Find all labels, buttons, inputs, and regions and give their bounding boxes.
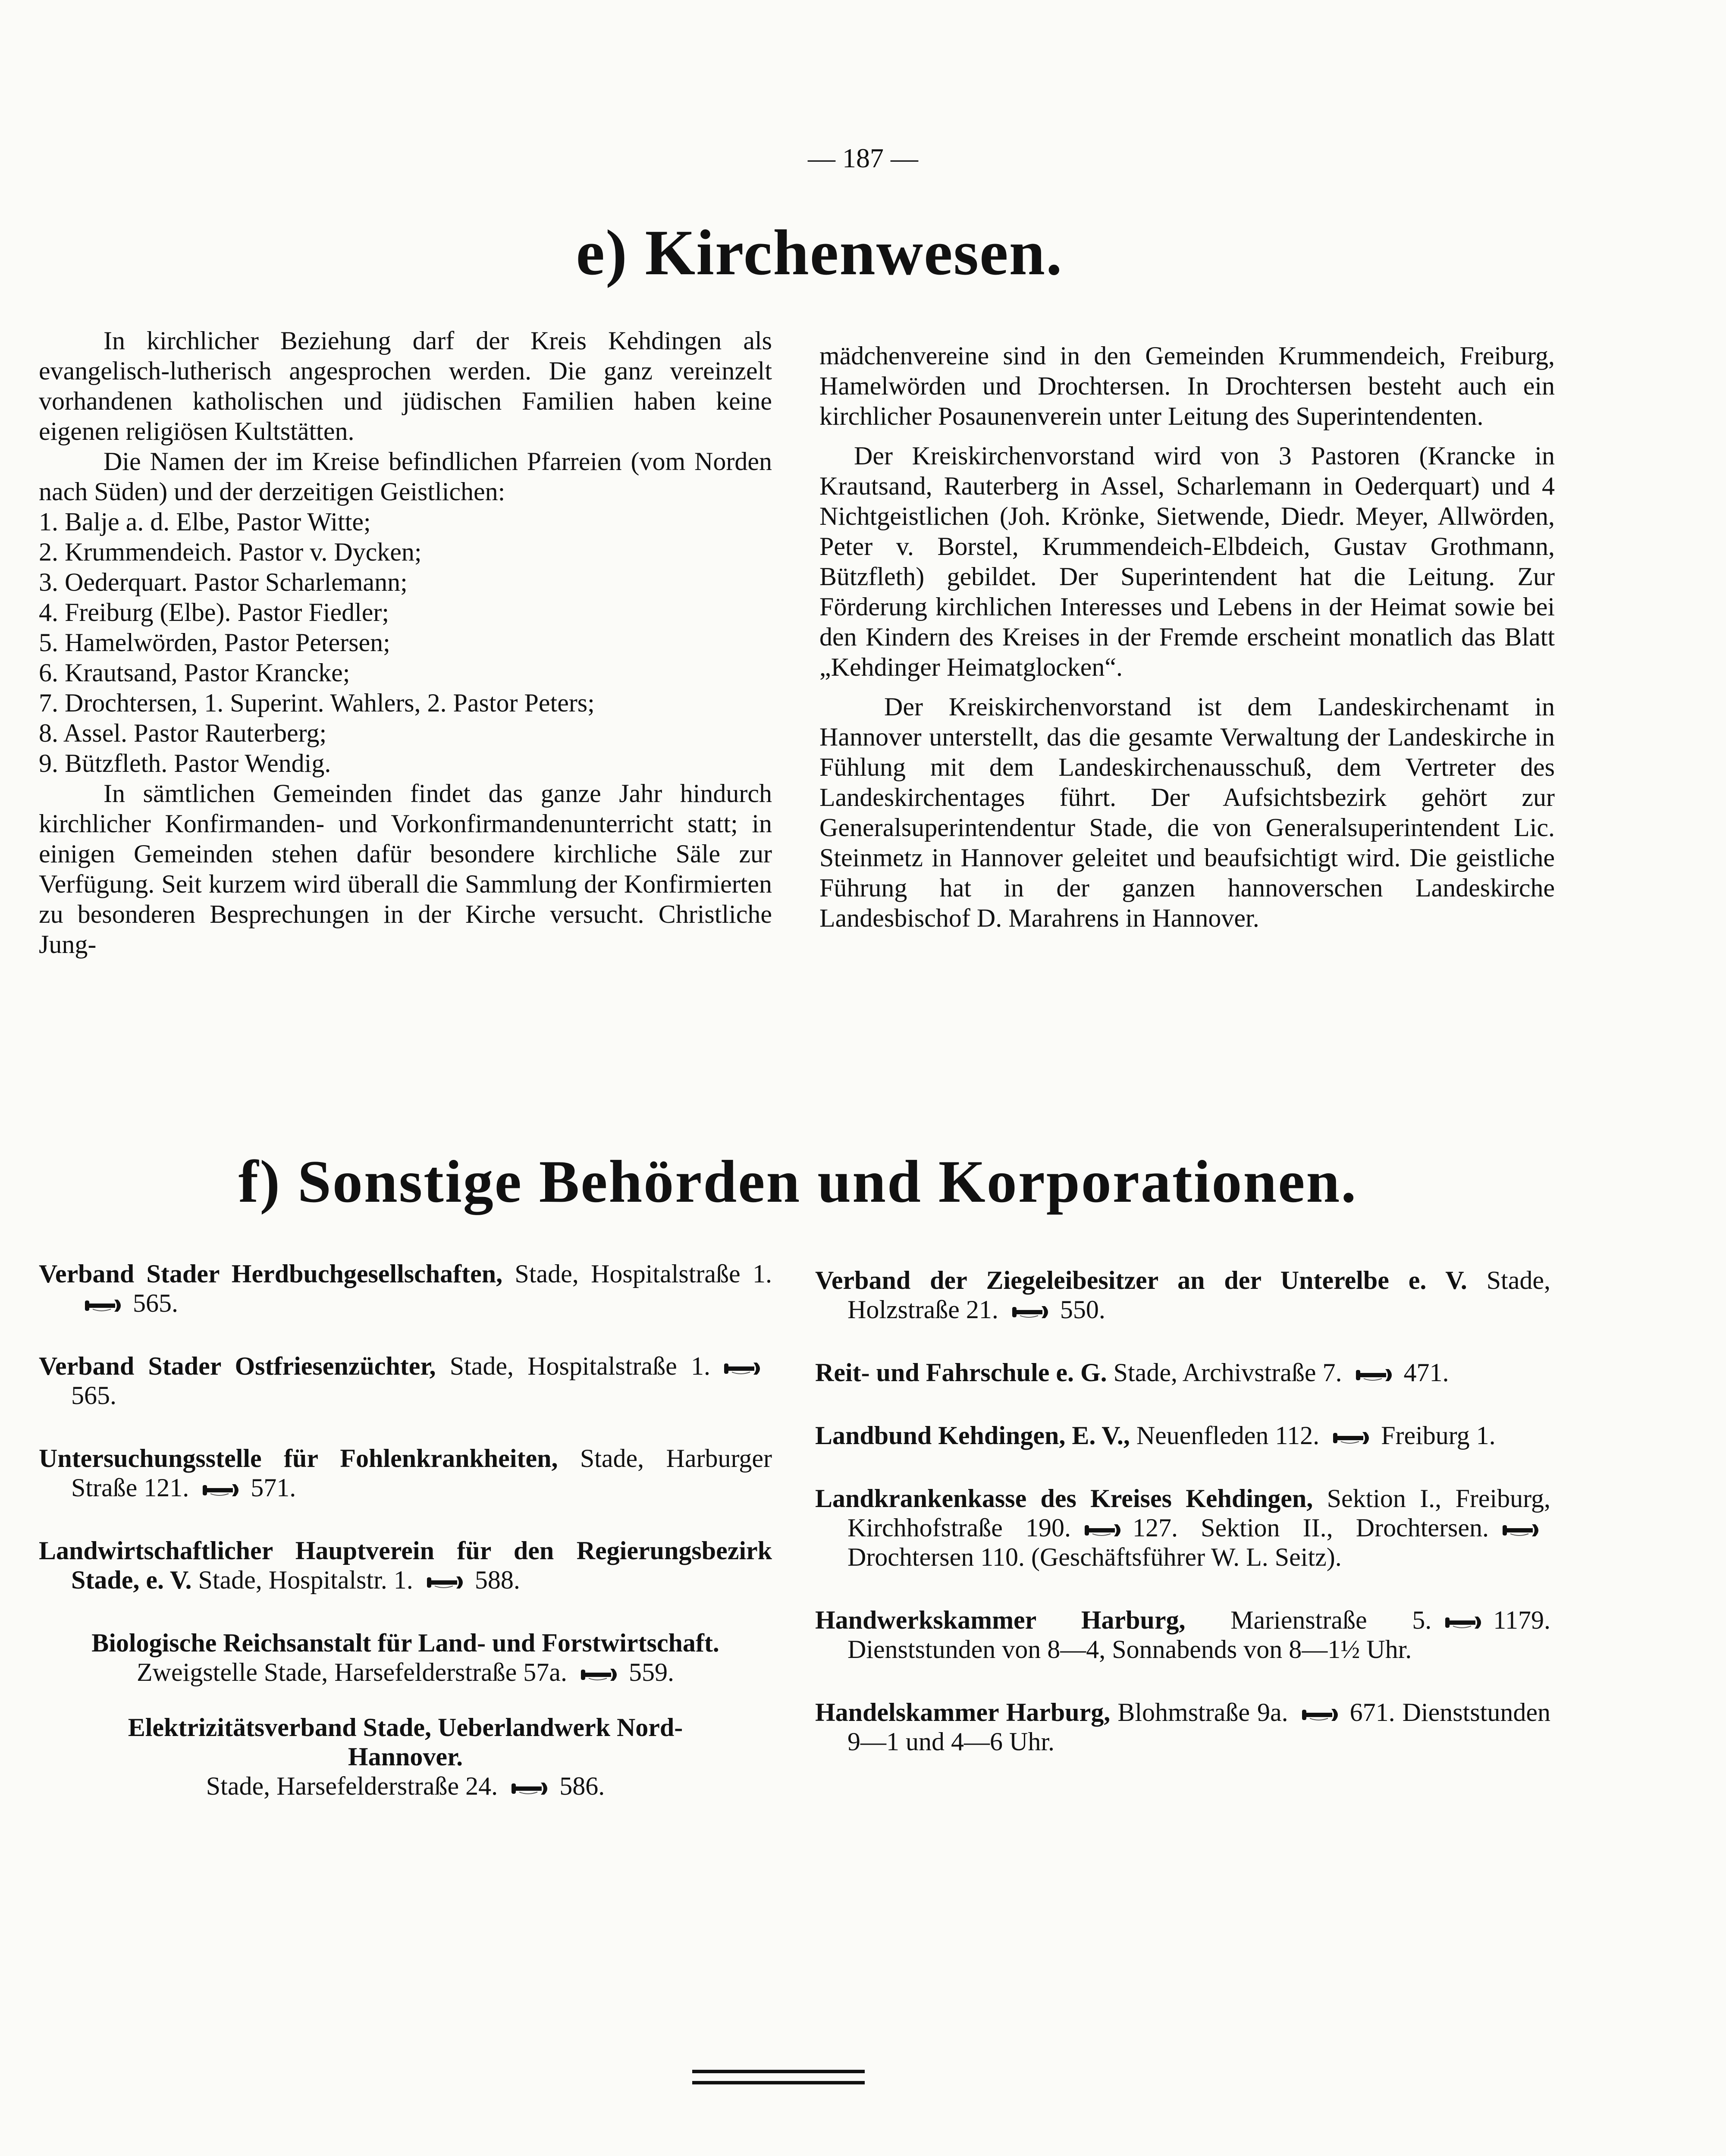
telephone-icon (426, 1575, 467, 1590)
directory-entry (39, 1444, 772, 1502)
parish-item: 2. Krummendeich. Pastor v. Dycken; (39, 538, 422, 566)
entry-name: Handelskammer Harburg, (815, 1698, 1111, 1727)
entry-name: Landbund Kehdingen, E. V., (815, 1421, 1130, 1450)
telephone-icon (511, 1781, 552, 1796)
entry-note: Dienststunden 9—1 und 4—6 Uhr. (847, 1698, 1550, 1756)
parish-item: 1. Balje a. d. Elbe, Pastor Witte; (39, 508, 371, 536)
telephone-icon (84, 1298, 125, 1313)
closing-rule-bottom (692, 2081, 865, 2084)
parish-item: 4. Freiburg (Elbe). Pastor Fiedler; (39, 598, 389, 627)
parish-item: 9. Bützfleth. Pastor Wendig. (39, 749, 331, 777)
parish-item: 3. Oederquart. Pastor Scharlemann; (39, 568, 408, 596)
page-number: — 187 — (808, 143, 918, 173)
telephone-icon (1084, 1523, 1125, 1538)
entry-phone-2: Drochtersen 110. (847, 1543, 1025, 1571)
entry-address-line (39, 1771, 772, 1801)
left-column-directory (39, 1259, 772, 1834)
telephone-icon (580, 1667, 621, 1683)
entry-phone: 565. (133, 1289, 178, 1317)
entry-name: Reit- und Fahrschule e. G. (815, 1358, 1107, 1387)
directory-entry (39, 1536, 772, 1595)
entry-name: Landkrankenkasse des Kreises Kehdingen, (815, 1484, 1313, 1513)
paragraph-instruction: In sämtlichen Gemeinden findet das ganze Jahr hindurch kirchlicher Konfirmanden- und Vorkonfirmandenunterricht statt; in einigen Gemeinden stehen dafür besondere kirchliche Säle zur Verfügung. Seit kurzem wird überall die Sammlung der Konfirmierten zu besonderen Besprechungen in der Kirche versucht. Christliche Jung- (39, 779, 772, 959)
parish-list (39, 507, 772, 778)
telephone-icon (1301, 1707, 1342, 1723)
entry-address: Sektion I., Freiburg, Kirchhofstraße 190. (847, 1484, 1550, 1542)
entry-phone: 571. (251, 1473, 296, 1502)
paragraph-administration: Der Kreiskirchenvorstand ist dem Landeskirchenamt in Hannover unterstellt, das die gesamte Verwaltung der Landeskirche in Fühlung mit dem Landeskirchenausschuß, dem Vertreter des Landeskirchentages führt. Der Aufsichtsbezirk gehört zur Generalsuperintendentur Stade, die von Generalsuperintendent Lic. Steinmetz in Hannover geleitet und beaufsichtigt wird. Die geistliche Führung hat in der ganzen hannoverschen Landeskirche Landesbischof D. Marahrens in Hannover. (819, 693, 1555, 932)
right-column-kirchenwesen (819, 341, 1555, 933)
paragraph-board: Der Kreiskirchenvorstand wird von 3 Pastoren (Krancke in Krautsand, Rauterberg in Assel, Scharlemann in Oederquart) und 4 Nichtgeistlichen (Joh. Krönke, Sietwende, Diedr. Meyer, Allwörden, Peter v. Borstel, Krummendeich-Elbdeich, Gustav Grothmann, Bützfleth) gebildet. Der Superintendent hat die Leitung. Zur Förderung kirchlichen Interesses und Lebens in der Heimat sowie bei den Kindern des Kreises in der Fremde erscheint monatlich das Blatt „Kehdinger Heimatglocken“. (819, 442, 1555, 681)
entry-name: Untersuchungsstelle für Fohlenkrankheiten, (39, 1444, 558, 1473)
parish-item: 5. Hamelwörden, Pastor Petersen; (39, 628, 390, 657)
entry-address: Stade, Hospitalstr. 1. (198, 1566, 413, 1594)
entry-phone: 588. (474, 1566, 520, 1594)
entry-name: Landwirtschaftlicher Hauptverein für den Regierungsbezirk Stade, e. V. (39, 1536, 772, 1594)
section-heading-behoerden: f) Sonstige Behörden und Korporationen. (238, 1148, 1358, 1215)
entry-name: Elektrizitätsverband Stade, Ueberlandwerk Nord-Hannover. (128, 1713, 683, 1771)
telephone-icon (1355, 1367, 1396, 1383)
parish-item: 8. Assel. Pastor Rauterberg; (39, 719, 327, 747)
directory-entry (815, 1605, 1550, 1664)
paragraph-parishes-intro: Die Namen der im Kreise befindlichen Pfarreien (vom Norden nach Süden) und der derzeitigen Geistlichen: (39, 447, 772, 506)
entry-address: Stade, Hospitalstraße 1. (515, 1260, 772, 1288)
directory-entry (815, 1698, 1550, 1756)
entry-name: Handwerkskammer Harburg, (815, 1606, 1186, 1634)
paragraph-associations: mädchenvereine sind in den Gemeinden Krummendeich, Freiburg, Hamelwörden und Drochtersen. In Drochtersen besteht auch ein kirchlicher Posaunenverein unter Leitung des Superintendenten. (819, 342, 1555, 430)
left-column-kirchenwesen (39, 326, 772, 959)
telephone-icon (1011, 1304, 1052, 1320)
directory-entry (39, 1713, 772, 1801)
telephone-icon (202, 1482, 243, 1498)
entry-address: Stade, Archivstraße 7. (1113, 1358, 1342, 1387)
entry-address: Zweigstelle Stade, Harsefelderstraße 57a. (137, 1658, 567, 1686)
closing-rule-top (692, 2070, 865, 2073)
entry-name: Biologische Reichsanstalt für Land- und Forstwirtschaft. (91, 1629, 719, 1657)
entry-phone: 586. (559, 1772, 605, 1800)
entry-phone: 127. (1133, 1514, 1178, 1542)
entry-phone: 565. (71, 1381, 116, 1410)
entry-address-line (39, 1658, 772, 1687)
entry-phone: Freiburg 1. (1381, 1421, 1496, 1450)
entry-note: (Geschäftsführer W. L. Seitz). (1031, 1543, 1342, 1571)
directory-entry (39, 1628, 772, 1687)
entry-note: Dienststunden von 8—4, Sonnabends von 8—1½ Uhr. (847, 1635, 1412, 1664)
entry-address: Neuenfleden 112. (1136, 1421, 1320, 1450)
directory-entry (39, 1351, 772, 1410)
entry-phone: 550. (1060, 1295, 1105, 1324)
telephone-icon (1502, 1523, 1543, 1538)
telephone-icon (723, 1361, 764, 1376)
entry-name: Verband Stader Herdbuchgesellschaften, (39, 1260, 503, 1288)
entry-phone: 559. (628, 1658, 674, 1686)
entry-name: Verband Stader Ostfriesenzüchter, (39, 1352, 436, 1380)
entry-address: Stade, Holzstraße 21. (847, 1266, 1550, 1324)
entry-phone: 1179. (1493, 1606, 1550, 1634)
entry-address-2: Sektion II., Drochtersen. (1201, 1514, 1489, 1542)
telephone-icon (1332, 1430, 1373, 1446)
entry-address: Stade, Harsefelderstraße 24. (206, 1772, 498, 1800)
telephone-icon (1444, 1615, 1485, 1630)
entry-phone: 471. (1403, 1358, 1449, 1387)
directory-entry (815, 1266, 1550, 1324)
directory-entry (815, 1421, 1550, 1450)
entry-phone: 671. (1349, 1698, 1395, 1727)
section-heading-kirchenwesen: e) Kirchenwesen. (576, 217, 1063, 288)
directory-entry (39, 1259, 772, 1318)
directory-entry (815, 1358, 1550, 1387)
directory-entry (815, 1484, 1550, 1572)
parish-item: 7. Drochtersen, 1. Superint. Wahlers, 2. Pastor Peters; (39, 689, 595, 717)
entry-address: Blohmstraße 9a. (1117, 1698, 1288, 1727)
parish-item: 6. Krautsand, Pastor Krancke; (39, 658, 350, 687)
entry-address: Stade, Harburger Straße 121. (71, 1444, 772, 1502)
entry-address: Stade, Hospitalstraße 1. (449, 1352, 710, 1380)
entry-address: Marienstraße 5. (1230, 1606, 1432, 1634)
right-column-directory (815, 1266, 1550, 1790)
paragraph-intro: In kirchlicher Beziehung darf der Kreis Kehdingen als evangelisch-lutherisch angesprochen werden. Die ganz vereinzelt vorhandenen katholischen und jüdischen Familien haben keine eigenen religiösen Kultstätten. (39, 326, 772, 445)
entry-name: Verband der Ziegeleibesitzer an der Unterelbe e. V. (815, 1266, 1467, 1294)
